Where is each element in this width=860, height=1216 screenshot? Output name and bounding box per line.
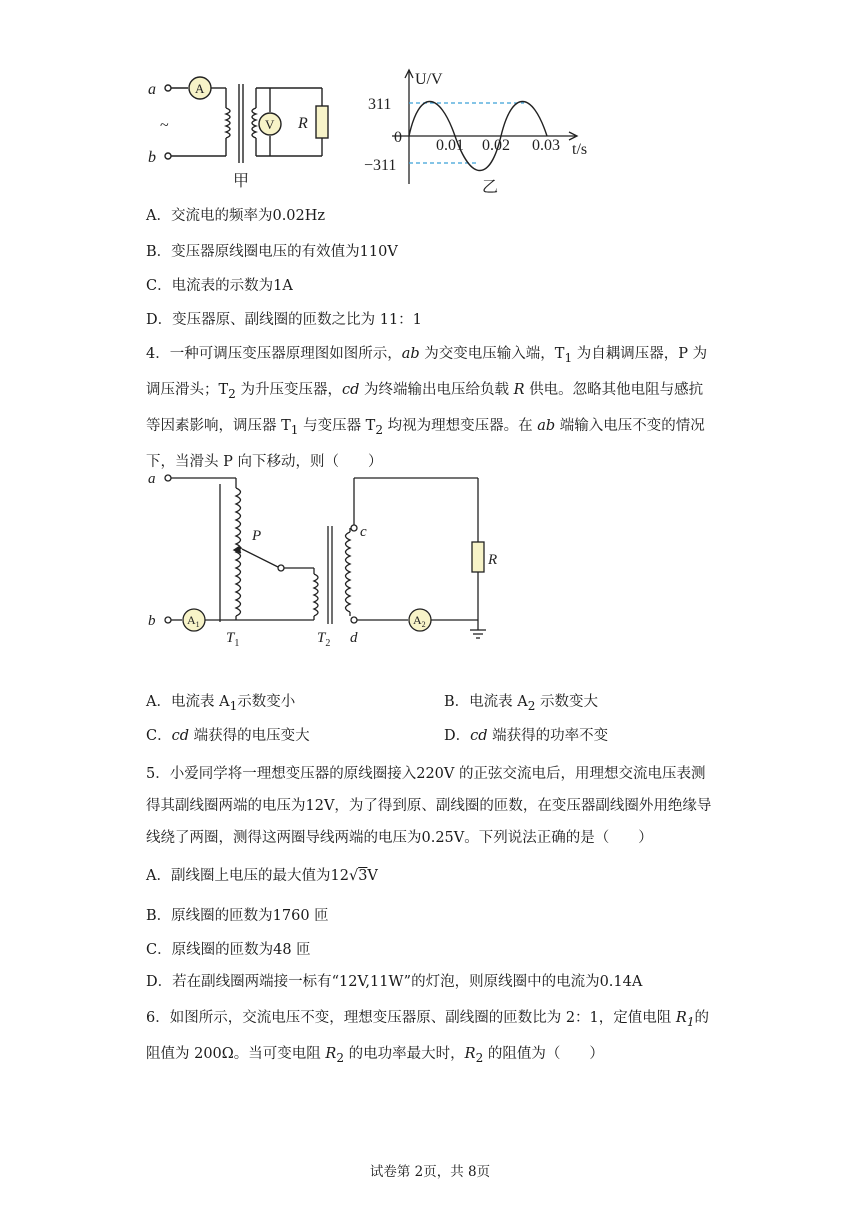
q4-stem-part: 均视为理想变压器。在	[383, 417, 538, 434]
ac-symbol: ~	[160, 117, 169, 134]
q4-stem-part: 端输入电压不变的情况下，当滑头 P 向下移动，则（ ）	[146, 417, 705, 470]
option-unit: V	[367, 868, 378, 884]
q4-stem-sub: 2	[228, 386, 236, 401]
y-tick-neg311: −311	[364, 157, 397, 174]
q6-sub: 1	[686, 1014, 695, 1029]
option-text: 端获得的功率不变	[487, 728, 609, 744]
option-text: A．电流表 A	[146, 694, 230, 710]
q4-stem-part: 与变压器 T	[298, 417, 376, 434]
radicand: 3	[358, 868, 368, 884]
t1-label: $T_1$	[226, 630, 240, 649]
option-sub: 1	[229, 698, 238, 713]
y-axis-label: U/V	[415, 71, 443, 88]
x-axis-label: t/s	[572, 141, 588, 158]
terminal-b-label: b	[148, 149, 156, 166]
option-text: 示数变小	[237, 694, 296, 710]
sqrt-symbol: √	[348, 868, 359, 884]
option-text: A．副线圈上电压的最大值为	[146, 868, 331, 884]
option-text: 示数变大	[535, 694, 599, 710]
q6-stem-part: 的电功率最大时，	[344, 1045, 465, 1062]
option-var: cd	[470, 728, 488, 744]
q4-stem-part: 4．一种可调压变压器原理图如图所示，	[146, 346, 402, 362]
ammeter-label: A	[195, 81, 205, 96]
option-text: B．电流表 A	[444, 694, 528, 710]
q6-var: R	[675, 1010, 687, 1026]
figure-jia-caption: 甲	[233, 173, 250, 190]
q4-stem-sub: 1	[564, 350, 573, 365]
q5-option-d[interactable]: D．若在副线圈两端接一标有“12V,11W”的灯泡，则原线圈中的电流为0.14A	[146, 974, 643, 990]
q4-stem-part: 为自耦调压器，P 为调压滑头；T	[146, 346, 708, 398]
q3-option-a[interactable]: A．交流电的频率为0.02Hz	[146, 208, 326, 224]
ammeter-a2-label: $A_2$	[413, 613, 426, 629]
q6-stem-part: 的阻值为 200Ω。当可变电阻	[146, 1010, 710, 1062]
q4-option-d[interactable]	[444, 726, 608, 746]
resistor-r-label: R	[488, 552, 498, 568]
q6-stem-part: 的阻值为（ ）	[483, 1045, 604, 1062]
q6-var: R	[325, 1045, 337, 1062]
q3-option-b[interactable]: B．变压器原线圈电压的有效值为110V	[146, 244, 398, 260]
q5-stem: 5．小爱同学将一理想变压器的原线圈接入220V 的正弦交流电后，用理想交流电压表测得其副线圈两端的电压为12V，为了得到原、副线圈的匝数，在变压器副线圈外用绝缘导线绕了两圈，测得这两圈导线两端的电压为0.25V。下列说法正确的是（ ）	[146, 766, 712, 846]
transformer-circuit-figure-jia	[140, 68, 340, 193]
terminal-b-label: b	[148, 613, 156, 629]
option-sub: 2	[527, 698, 536, 713]
option-coef: 12	[330, 868, 349, 884]
y-tick-0: 0	[394, 129, 402, 146]
slider-p-label: P	[252, 528, 262, 544]
option-text: C．	[146, 728, 172, 744]
t2-label: $T_2$	[317, 630, 331, 649]
q4-option-a[interactable]	[146, 692, 295, 716]
q4-stem	[146, 338, 714, 478]
q6-sub: 2	[475, 1050, 484, 1065]
q6-sub: 2	[336, 1050, 345, 1065]
terminal-a-label: a	[148, 81, 156, 98]
q3-option-c[interactable]: C．电流表的示数为1A	[146, 278, 293, 294]
resistor-label: R	[298, 115, 308, 132]
q4-stem-var: R	[513, 381, 525, 398]
q4-stem-sub: 2	[375, 422, 384, 437]
q4-stem-var: ab	[401, 346, 420, 362]
q4-stem-var: cd	[341, 381, 360, 398]
option-text: 端获得的电压变大	[189, 728, 310, 744]
adjustable-transformer-circuit-figure	[140, 466, 500, 658]
q4-stem-var: ab	[537, 417, 556, 434]
q5-option-b[interactable]: B．原线圈的匝数为1760 匝	[146, 908, 329, 924]
option-text: D．	[444, 728, 471, 744]
q3-option-d[interactable]: D．变压器原、副线圈的匝数之比为 11：1	[146, 312, 422, 328]
y-tick-311: 311	[368, 96, 392, 113]
ammeter-a1-label: $A_1$	[187, 613, 200, 629]
q4-stem-part: 为终端输出电压给负载	[359, 381, 514, 398]
q4-option-b[interactable]	[444, 692, 598, 716]
q5-option-c[interactable]: C．原线圈的匝数为48 匝	[146, 942, 311, 958]
q6-stem	[146, 1002, 714, 1074]
page-footer: 试卷第 2页，共 8页	[369, 1164, 491, 1180]
q4-stem-part: 供电。忽略其他电阻与感抗等因素影响，调压器 T	[146, 381, 704, 434]
q4-stem-part: 为升压变压器，	[235, 381, 342, 398]
q4-stem-part: 为交变电压输入端，T	[419, 346, 565, 362]
terminal-d-label: d	[350, 630, 358, 646]
x-tick-001: 0.01	[436, 137, 464, 154]
q4-stem-sub: 1	[290, 422, 299, 437]
voltage-waveform-figure-yi	[362, 66, 602, 196]
x-tick-003: 0.03	[532, 137, 560, 154]
terminal-c-label: c	[360, 524, 367, 540]
terminal-a-label: a	[148, 471, 156, 487]
q4-option-c[interactable]	[146, 726, 310, 746]
voltmeter-label: V	[265, 117, 275, 132]
figure-yi-caption: 乙	[482, 179, 499, 196]
q6-stem-part: 6．如图所示，交流电压不变，理想变压器原、副线圈的匝数比为 2：1，定值电阻	[146, 1010, 676, 1026]
x-tick-002: 0.02	[482, 137, 510, 154]
q5-option-a[interactable]	[146, 866, 378, 886]
q6-var: R	[464, 1045, 476, 1062]
option-var: cd	[171, 728, 190, 744]
